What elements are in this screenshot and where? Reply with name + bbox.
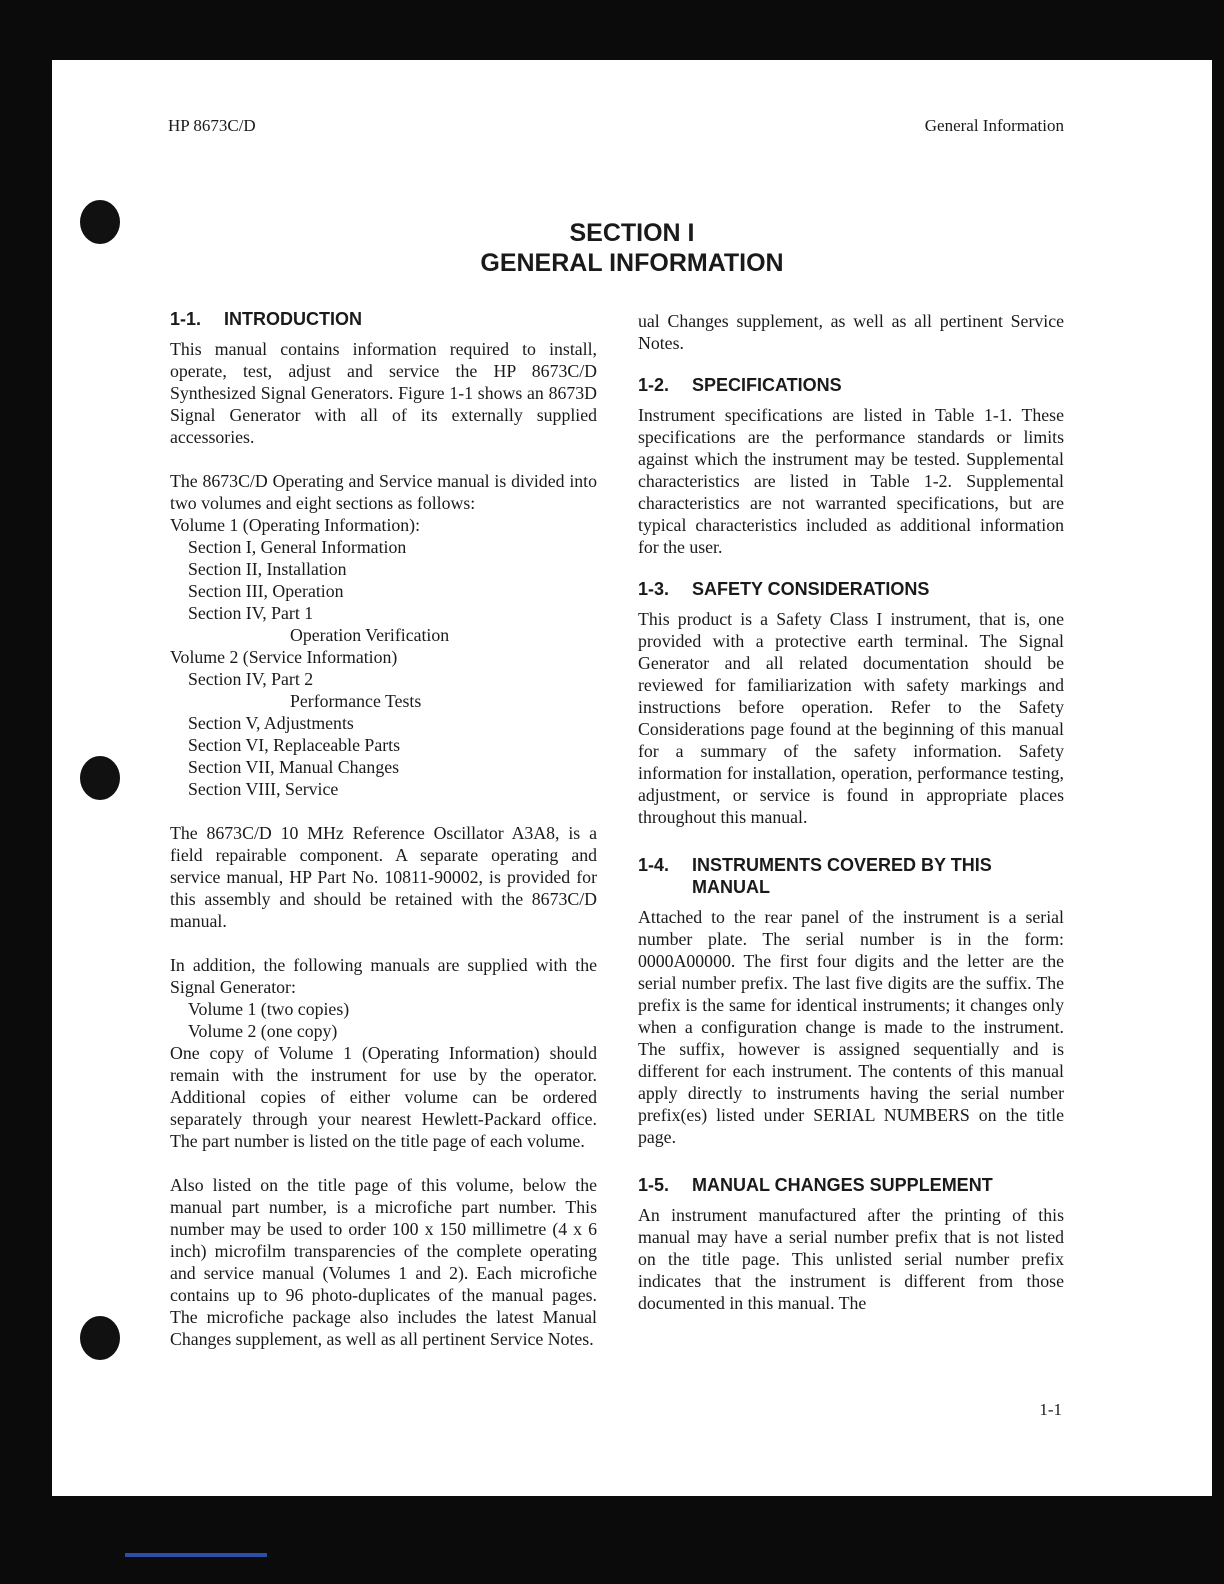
list-item: Volume 1 (Operating Information):	[170, 515, 421, 535]
heading-number: 1-3.	[638, 579, 670, 599]
heading-introduction	[170, 308, 597, 330]
heading-specifications	[638, 374, 1064, 396]
header-section-name: General Information	[924, 116, 1064, 135]
paragraph: In addition, the following manuals are supplied with the Signal Generator:	[170, 955, 597, 997]
list-item: Section IV, Part 2	[188, 669, 314, 689]
heading-instruments-covered	[638, 854, 1064, 898]
section-name: GENERAL INFORMATION	[480, 249, 784, 277]
heading-title: INSTRUMENTS COVERED BY THIS MANUAL	[692, 855, 992, 897]
list-item: Section III, Operation	[188, 581, 344, 601]
heading-number: 1-2.	[638, 375, 670, 395]
paragraph: This manual contains information required to install, operate, test, adjust and service the HP 8673C/D Synthesized Signal Generators. Figure 1-1 shows an 8673D Signal Generator with all of its externally supplied accessories.	[170, 339, 597, 447]
paragraph: An instrument manufactured after the printing of this manual may have a serial number prefix that is not listed on the title page. This unlisted serial number prefix indicates that the instrument is different from those documented in this manual. The	[638, 1205, 1064, 1313]
right-column	[638, 310, 1064, 1314]
list-item: Section V, Adjustments	[188, 713, 354, 733]
heading-title: SPECIFICATIONS	[692, 375, 842, 395]
paragraph: This product is a Safety Class I instrument, that is, one provided with a protective earth terminal. The Signal Generator and all related documentation should be reviewed for familiarization with safety markings and instructions before operation. Refer to the Safety Considerations page found at the beginning of this manual for a summary of the safety information. Safety information for installation, operation, performance testing, adjustment, or service is found in appropriate places throughout this manual.	[638, 609, 1064, 827]
section-number: SECTION I	[569, 219, 695, 247]
binder-hole	[80, 756, 120, 800]
heading-number: 1-5.	[638, 1175, 670, 1195]
list-item: Operation Verification	[290, 625, 450, 645]
volume-section-list	[170, 514, 597, 800]
heading-title: SAFETY CONSIDERATIONS	[692, 579, 930, 599]
heading-number: 1-1.	[170, 309, 202, 329]
heading-title: INTRODUCTION	[224, 309, 362, 329]
list-item: Volume 1 (two copies)	[188, 999, 350, 1019]
list-item: Volume 2 (one copy)	[188, 1021, 338, 1041]
list-item: Section VIII, Service	[188, 779, 339, 799]
paragraph-continued: ual Changes supplement, as well as all pertinent Service Notes.	[638, 311, 1064, 353]
paragraph: The 8673C/D 10 MHz Reference Oscillator A3A8, is a field repairable component. A separate operating and service manual, HP Part No. 10811-90002, is provided for this assembly and should be retained with the 8673C/D manual.	[170, 823, 597, 931]
paragraph: Instrument specifications are listed in Table 1-1. These specifications are the performance standards or limits against which the instrument may be tested. Supplemental characteristics are listed in Table 1-2. Supplemental characteristics are not warranted specifications, but are typical characteristics included as additional information for the user.	[638, 405, 1064, 557]
left-column	[170, 308, 597, 1350]
heading-manual-changes	[638, 1174, 1064, 1196]
list-item: Section IV, Part 1	[188, 603, 314, 623]
paragraph: Attached to the rear panel of the instrument is a serial number plate. The serial number is in the form: 0000A00000. The first four digits and the letter are the serial number prefix. The last five digits are the suffix. The prefix is the same for identical instruments; it changes only when a configuration change is made to the instrument. The suffix, however is assigned sequentially and is different for each instrument. The contents of this manual apply directly to instruments having the serial number prefix(es) listed under SERIAL NUMBERS on the title page.	[638, 907, 1064, 1147]
paragraph: One copy of Volume 1 (Operating Information) should remain with the instrument for use by the operator. Additional copies of either volume can be ordered separately through your nearest Hewlett-Packard office. The part number is listed on the title page of each volume.	[170, 1043, 597, 1151]
scan-edge-bar	[125, 1553, 267, 1557]
heading-title: MANUAL CHANGES SUPPLEMENT	[692, 1175, 993, 1195]
list-item: Performance Tests	[290, 691, 422, 711]
section-title	[52, 218, 1212, 278]
page-number: 1-1	[1039, 1400, 1062, 1419]
list-item: Volume 2 (Service Information)	[170, 647, 398, 667]
paragraph-microfiche: Also listed on the title page of this volume, below the manual part number, is a microfiche part number. This number may be used to order 100 x 150 millimetre (4 x 6 inch) microfilm transparencies of the complete operating and service manual (Volumes 1 and 2). Each microfiche contains up to 96 photo-duplicates of the manual pages. The microfiche package also includes the latest Manual Changes supplement, as well as all pertinent Service Notes.	[170, 1175, 597, 1349]
list-item: Section II, Installation	[188, 559, 347, 579]
paragraph: The 8673C/D Operating and Service manual is divided into two volumes and eight sections as follows:	[170, 471, 597, 513]
list-item: Section VII, Manual Changes	[188, 757, 400, 777]
list-item: Section VI, Replaceable Parts	[188, 735, 400, 755]
document-page	[52, 60, 1212, 1496]
header-model: HP 8673C/D	[168, 116, 256, 135]
binder-hole	[80, 1316, 120, 1360]
heading-safety	[638, 578, 1064, 600]
heading-number: 1-4.	[638, 855, 670, 875]
copies-list	[170, 998, 597, 1042]
list-item: Section I, General Information	[188, 537, 407, 557]
